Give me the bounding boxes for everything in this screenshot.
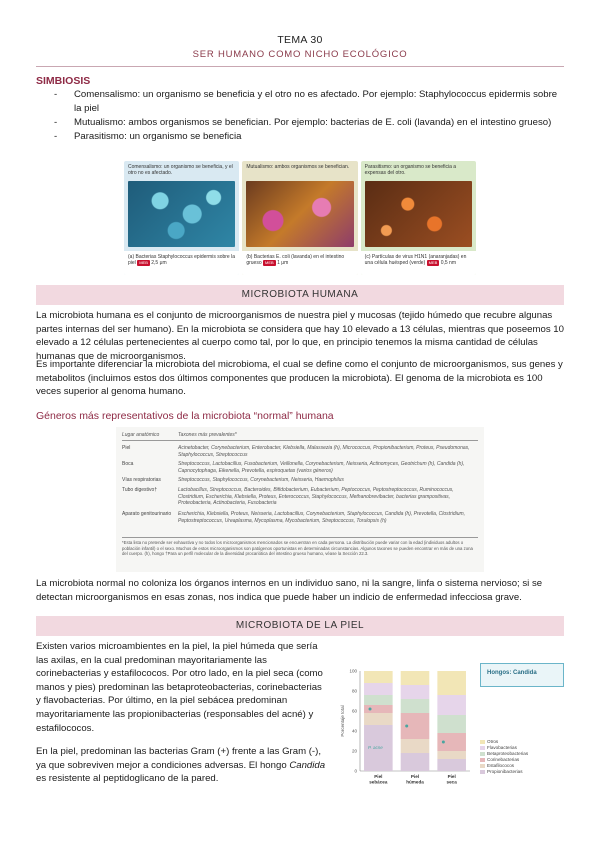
y-tick-label: 0: [354, 768, 357, 774]
bar-marker: [405, 725, 408, 728]
list-item: - Comensalismo: un organismo se beneficia y el otro no es afectado. Por ejemplo: Staphylococcus epidermis sobre la piel: [54, 89, 558, 114]
simbiosis-list: [54, 88, 564, 144]
microbiota-note: La microbiota normal no coloniza los órganos internos en un individuo sano, ni la sangre, linfa o sistema nervioso; si se detectan microorganismos en esas zonas, nos indica que puede haber un indicio de enfermedad infecciosa grave.: [36, 578, 543, 603]
bar-marker: [442, 741, 445, 744]
generos-title: Géneros más representativos de la microbiota “normal” humana: [36, 410, 334, 422]
bar-segment: [437, 733, 466, 751]
bar-segment: [437, 671, 466, 695]
bar-segment: [437, 759, 466, 771]
legend-swatch: [480, 752, 485, 756]
x-tick-label: sebácea: [369, 779, 388, 785]
bar-marker: [369, 708, 372, 711]
y-tick-label: 20: [351, 748, 357, 754]
list-item: - Mutualismo: ambos organismos se benefician. Por ejemplo: bacterias de E. coli (lavanda) en el intestino grueso): [54, 117, 552, 128]
x-tick-label: Piel: [447, 774, 456, 779]
bar-segment: [401, 739, 430, 753]
generos-table: Lugar anatómico Taxones más prevalentes* Piel Acinetobacter, Corynebacterium, Enterobacter, Klebsiella, Malassezia (h), Micrococcus, Propionibacterium, Proteus, Pseudomonas, Staphylococcus, Streptococcus Boca Streptococcus, Lactobacillus, Fusobacterium, Veillonella, Corynebacterium, Neisseria, Actinomyces, Geotrichum (h), Candida (h), Capnocytophaga, Eikenella, Prevotella, espiroquetas (varios géneros) Vías respiratorias Streptococcus, Staphylococcus, Corynebacterium, Neisseria, Haemophilus Tubo digestivo† Lactobacillus, Streptococcus, Bacteroides, Bifidobacterium, Eubacterium, Peptococcus, Peptostreptococcus, Ruminococcus, Clostridium, Escherichia, Klebsiella, Proteus, Enterococcus, Staphylococcus, Methanobrevibacter, bacterias grampositivas, Proteobacteria, Actinobacteria, Fusobacteria Aparato genitourinario Escherichia, Klebsiella, Proteus, Neisseria, Lactobacillus, Corynebacterium, Staphylococcus, Candida (h), Prevotella, Clostridium, Peptostreptococcus, Ureaplasma, Mycoplasma, Mycobacterium, Streptococcus, Torulopsis (h) *Esta lista no pretende ser exhaustiva y no todos los microorganismos mencionados se encuentran en cada persona. La distribución puede variar con la edad (individuos adultos o población infantil) o el sexo. Muchos de estos microorganismos son patógenos oportunistas en determinadas circunstancias. Algunos taxones se pueden encontrar en más de una zona del cuerpo. (h), hongo †Para un perfil molecular de la diversidad procariótica del intestino grueso humano, véase la Sección 22.3.: [116, 427, 484, 572]
bar-segment: [401, 685, 430, 699]
legend-entry: Corinebacterias: [480, 757, 528, 763]
table-footnote: *Esta lista no pretende ser exhaustiva y no todos los microorganismos mencionados se encuentran en cada persona. La distribución puede variar con la edad (individuos adultos o población infantil) o el sexo. Muchos de estos microorganismos son patógenos oportunistas en determinadas circunstancias. Algunos taxones se pueden encontrar en más de una zona del cuerpo. (h), hongo †Para un perfil molecular de la diversidad procariótica del intestino grueso humano, véase la Sección 22.3.: [122, 537, 478, 557]
bar-segment: [437, 751, 466, 759]
bar-segment: [364, 683, 393, 695]
mutualismo-panel: Mutualismo: ambos organismos se benefician. (b) Bacterias E. coli (lavanda) en el intestino grueso MEB 1 μm: [242, 161, 357, 275]
x-tick-label: Piel: [374, 774, 383, 779]
legend-entry: Otros: [480, 739, 528, 745]
y-tick-label: 60: [351, 708, 357, 714]
x-tick-label: húmeda: [406, 779, 424, 785]
parasitismo-panel: Parasitismo: un organismo se beneficia a expensas del otro. (c) Partículas de virus H1N1 (anaranjadas) en una célula huésped (verde) MEB 0,5 nm: [361, 161, 476, 275]
bar-segment: [401, 753, 430, 771]
piel-paragraph-1: Existen varios microambientes en la piel, la piel húmeda que sería las axilas, en la cual predominan mayoritariamente las corinebacterias y estafilococos. Por otro lado, en la piel seca (como manos y pies) predominan las betaproteobacterias, corinebacterias y flavobacterias. Por último, en la piel sebácea predominan mayoritariamente las propionibacterias (responsables del acné) y estafilococos.: [36, 641, 323, 734]
bar-segment: [437, 695, 466, 715]
page-header: [0, 34, 600, 60]
legend-swatch: [480, 746, 485, 750]
microbiota-paragraph-2: Es importante diferenciar la microbiota del microbioma, el cual se define como el conjunto de microorganismos, sus genes y metabolitos (incluimos estos dos últimos componentes que producen la microbiota). El genoma de la microbiota es 100 veces superior al genoma humano.: [36, 359, 563, 398]
y-axis-label: Porcentaje total: [340, 705, 345, 737]
table-header: Lugar anatómico Taxones más prevalentes*: [122, 431, 478, 441]
legend-swatch: [480, 758, 485, 762]
legend-swatch: [480, 740, 485, 744]
chart-legend: [480, 739, 528, 775]
tema-number: TEMA 30: [277, 34, 323, 46]
header-divider: [36, 66, 564, 67]
page-subtitle: SER HUMANO COMO NICHO ECOLÓGICO: [192, 49, 408, 60]
bar-segment: [401, 699, 430, 713]
x-tick-label: seca: [446, 779, 457, 785]
bar-segment: [364, 695, 393, 705]
legend-entry: Betaproteobacterias: [480, 751, 528, 757]
legend-entry: Propionibacterias: [480, 769, 528, 775]
piel-paragraph-2: En la piel, predominan las bacterias Gram (+) frente a las Gram (-), ya que sobreviven mejor a condiciones adversas. El hongo Candida es resistente al peptidoglicano de la pared.: [36, 746, 326, 785]
bar-segment: [437, 715, 466, 733]
skin-microbiota-chart: [338, 663, 564, 793]
staphylococcus-micrograph: [128, 181, 235, 247]
bar-segment: [401, 671, 430, 685]
h1n1-micrograph: [365, 181, 472, 247]
skin-chart-svg: [338, 663, 478, 793]
legend-entry: Estafilococos: [480, 763, 528, 769]
simbiosis-title: SIMBIOSIS: [36, 75, 91, 87]
simbiosis-figure: [124, 161, 476, 275]
bar-segment: [401, 713, 430, 739]
list-item: - Parasitismo: un organismo se beneficia: [54, 131, 242, 142]
ecoli-micrograph: [246, 181, 353, 247]
legend-swatch: [480, 770, 485, 774]
microbiota-paragraph-1: La microbiota humana es el conjunto de microorganismos de nuestra piel y mucosas (tejido húmedo que recubre algunas partes internas del ser humano). En la microbiota se considera que hay 10 elevado a 13 células, mientras que poseemos 10 elevado a 12 células pertenecientes al cuerpo como tal, por lo que, en principio tenemos la misma cantidad de células humanas que de microorganismos.: [36, 310, 564, 362]
p-acne-annotation: P. acne: [368, 745, 383, 750]
section-band-microbiota-piel: MICROBIOTA DE LA PIEL: [36, 616, 564, 636]
x-tick-label: Piel: [410, 774, 420, 779]
hongos-label: Hongos: Candida: [480, 663, 564, 687]
bar-segment: [364, 671, 393, 683]
y-tick-label: 100: [349, 668, 357, 674]
section-band-microbiota-humana: MICROBIOTA HUMANA: [36, 285, 564, 305]
y-tick-label: 80: [351, 688, 357, 694]
bar-segment: [364, 705, 393, 713]
legend-entry: Flavobacterias: [480, 745, 528, 751]
y-tick-label: 40: [351, 728, 357, 734]
bar-segment: [364, 713, 393, 725]
comensalismo-panel: Comensalismo: un organismo se beneficia, y el otro no es afectado. (a) Bacterias Staphylococcus epidermis sobre la piel MEB 2,5 μm: [124, 161, 239, 275]
legend-swatch: [480, 764, 485, 768]
